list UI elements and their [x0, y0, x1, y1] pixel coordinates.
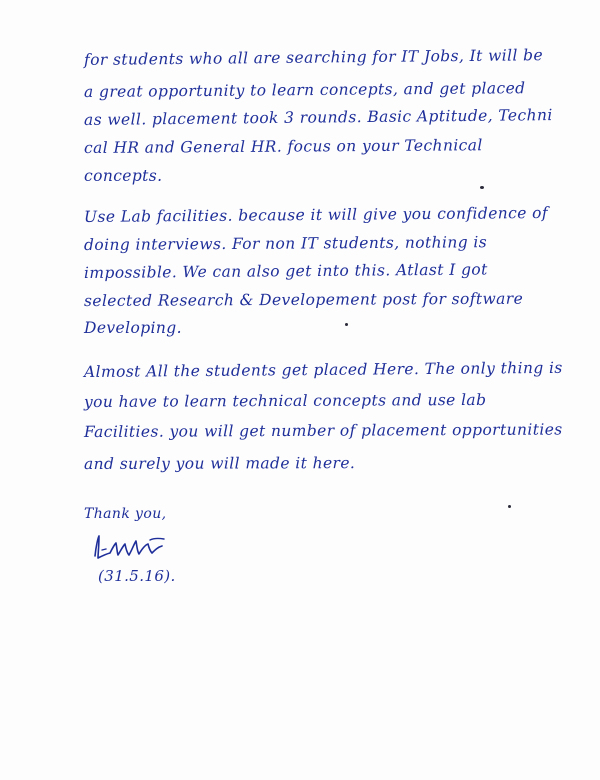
- scan-speck: [508, 505, 511, 508]
- letter-line: doing interviews. For non IT students, nothing is: [83, 233, 488, 254]
- letter-line: Developing.: [84, 319, 182, 337]
- signature-mark: [92, 532, 182, 566]
- letter-line: Almost All the students get placed Here. The only thing is: [83, 358, 563, 381]
- scan-speck: [480, 186, 484, 189]
- letter-line: selected Research & Developement post for software: [83, 289, 524, 310]
- closing-line: Thank you,: [84, 506, 167, 522]
- letter-line: for students who all are searching for IT Jobs, It will be: [83, 46, 544, 69]
- letter-line: Use Lab facilities. because it will give you confidence of: [83, 203, 549, 226]
- letter-line: cal HR and General HR. focus on your Technical: [83, 136, 483, 157]
- date-line: (31.5.16).: [98, 567, 176, 585]
- letter-line: concepts.: [84, 167, 163, 185]
- letter-line: you have to learn technical concepts and use lab: [83, 390, 487, 411]
- letter-line: Facilities. you will get number of placement opportunities: [83, 420, 563, 441]
- letter-line: impossible. We can also get into this. Atlast I got: [83, 260, 488, 282]
- letter-line: as well. placement took 3 rounds. Basic Aptitude, Techni: [83, 106, 553, 129]
- scan-speck: [345, 323, 348, 326]
- letter-line: and surely you will made it here.: [83, 454, 356, 473]
- letter-line: a great opportunity to learn concepts, and get placed: [83, 79, 526, 101]
